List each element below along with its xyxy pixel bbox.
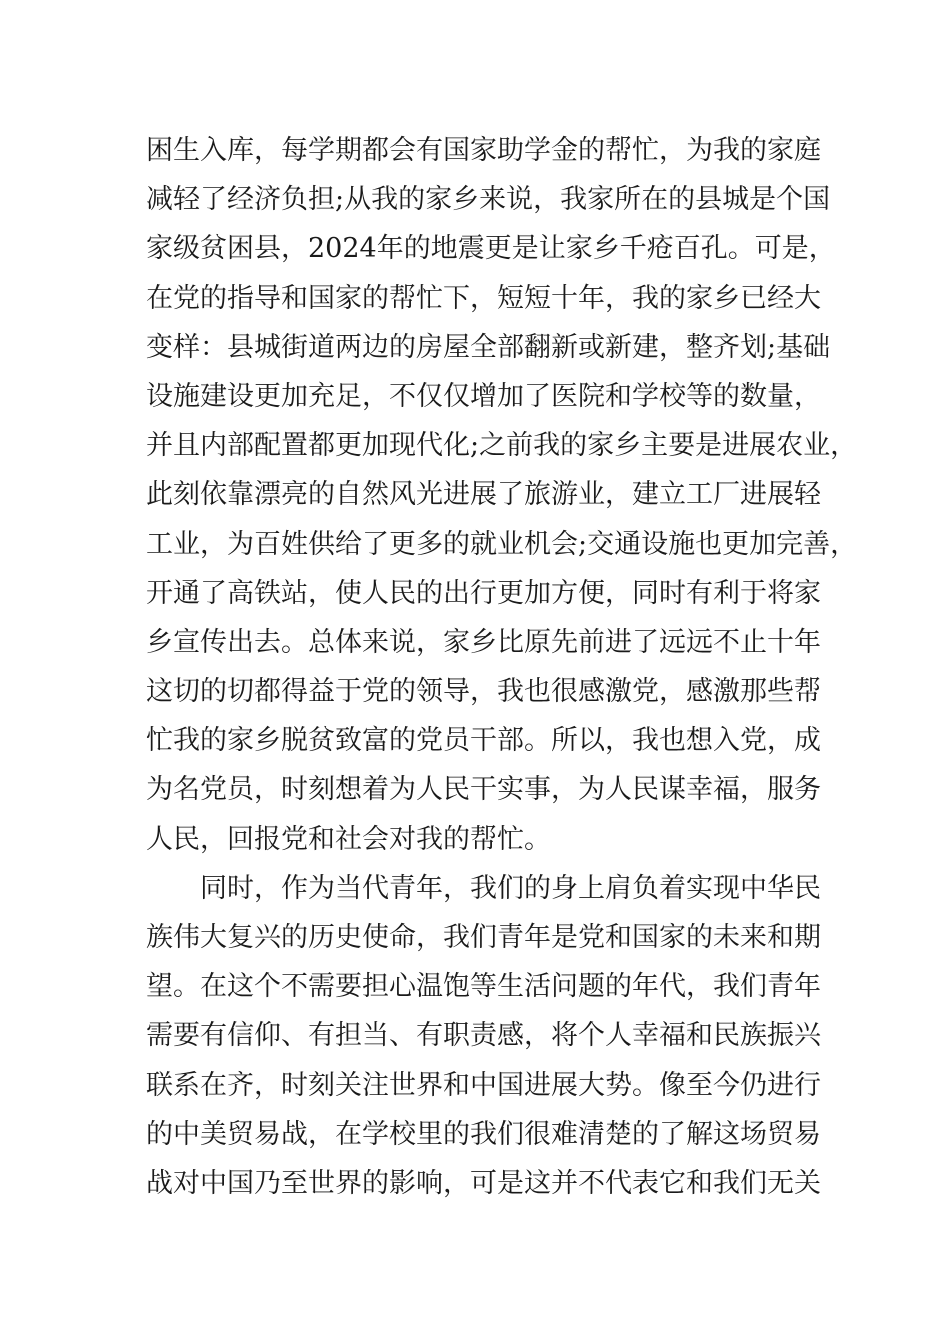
text-line: 减轻了经济负担;从我的家乡来说，我家所在的县城是个国 xyxy=(146,184,831,216)
text-line: 望。在这个不需要担心温饱等生活问题的年代，我们青年 xyxy=(146,971,821,1003)
paragraph-2 xyxy=(146,864,836,1208)
text-line: 忙我的家乡脱贫致富的党员干部。所以，我也想入党，成 xyxy=(146,725,821,757)
text-line: 此刻依靠漂亮的自然风光进展了旅游业，建立工厂进展轻 xyxy=(146,479,821,511)
text-line: 并且内部配置都更加现代化;之前我的家乡主要是进展农业， xyxy=(146,430,858,462)
text-line: 人民，回报党和社会对我的帮忙。 xyxy=(146,823,551,855)
text-line: 在党的指导和国家的帮忙下，短短十年，我的家乡已经大 xyxy=(146,282,821,314)
text-line: 家级贫困县，2024年的地震更是让家乡千疮百孔。可是， xyxy=(146,233,836,265)
text-line: 的中美贸易战，在学校里的我们很难清楚的了解这场贸易 xyxy=(146,1118,821,1150)
text-line: 族伟大复兴的历史使命，我们青年是党和国家的未来和期 xyxy=(146,922,821,953)
text-line: 为名党员，时刻想着为人民干实事，为人民谋幸福，服务 xyxy=(146,774,821,806)
text-line: 联系在齐，时刻关注世界和中国进展大势。像至今仍进行 xyxy=(146,1069,821,1101)
text-line: 同时，作为当代青年，我们的身上肩负着实现中华民 xyxy=(200,872,821,904)
text-line: 设施建设更加充足，不仅仅增加了医院和学校等的数量， xyxy=(146,380,821,412)
text-line: 乡宣传出去。总体来说，家乡比原先前进了远远不止十年 xyxy=(146,626,821,658)
paragraph-1 xyxy=(146,126,858,864)
text-line: 这切的切都得益于党的领导，我也很感激党，感激那些帮 xyxy=(146,676,821,708)
text-line: 战对中国乃至世界的影响，可是这并不代表它和我们无关 xyxy=(146,1167,821,1199)
text-line: 需要有信仰、有担当、有职责感，将个人幸福和民族振兴 xyxy=(146,1020,821,1052)
text-line: 困生入库，每学期都会有国家助学金的帮忙，为我的家庭 xyxy=(146,135,821,166)
text-line: 工业，为百姓供给了更多的就业机会;交通设施也更加完善， xyxy=(146,528,858,560)
text-line: 开通了高铁站，使人民的出行更加方便，同时有利于将家 xyxy=(146,577,821,609)
document-body xyxy=(146,126,858,1208)
text-line: 变样：县城街道两边的房屋全部翻新或新建，整齐划;基础 xyxy=(146,331,831,363)
